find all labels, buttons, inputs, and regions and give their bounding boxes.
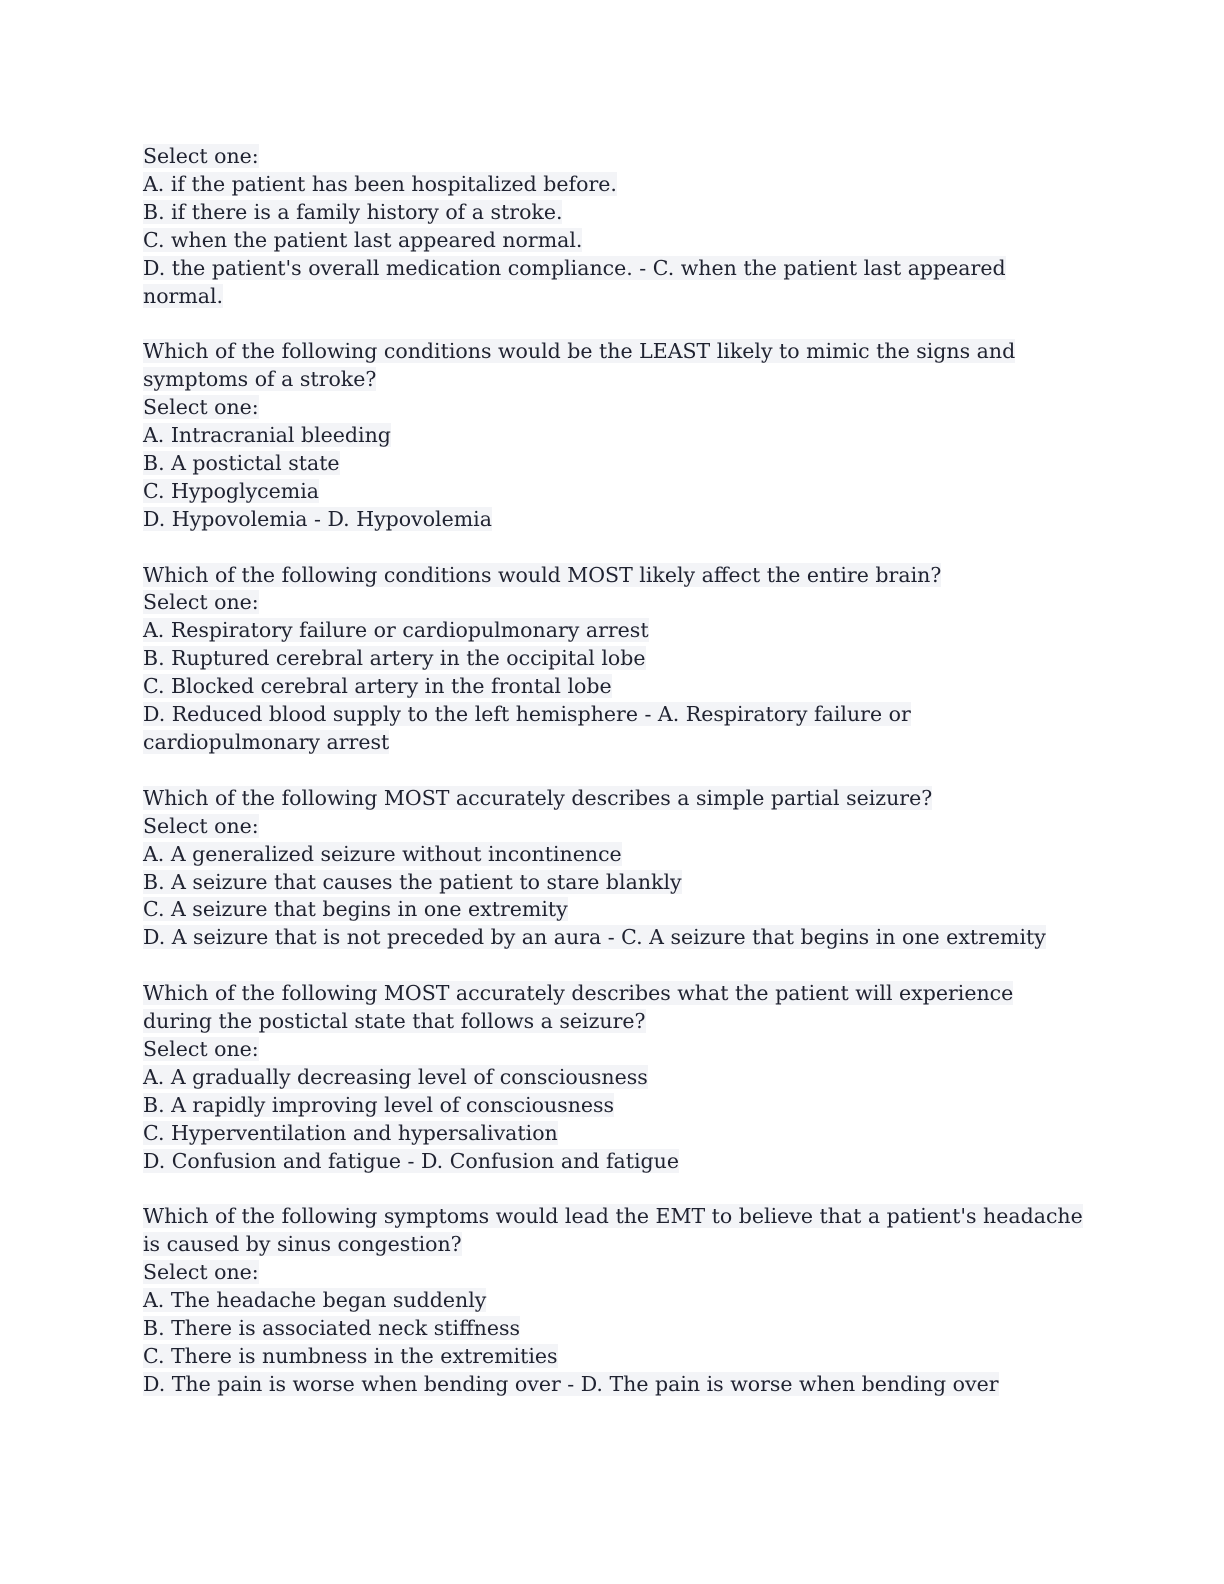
option-d-with-answer: D. the patient's overall medication compliance. - C. when the patient last appeared normal. — [143, 255, 1006, 308]
question-block — [143, 562, 1083, 757]
question-block — [143, 785, 1083, 952]
option-a: A. Respiratory failure or cardiopulmonary arrest — [143, 618, 649, 643]
option-b: B. Ruptured cerebral artery in the occipital lobe — [143, 646, 646, 671]
document-page — [143, 143, 1083, 1427]
question-block — [143, 980, 1083, 1175]
option-b: B. A rapidly improving level of consciousness — [143, 1092, 615, 1117]
option-b: B. A postictal state — [143, 450, 340, 475]
option-b: B. There is associated neck stiffness — [143, 1315, 521, 1340]
question-block — [143, 1203, 1083, 1398]
select-one-label: Select one: — [143, 395, 259, 420]
option-a: A. A gradually decreasing level of consciousness — [143, 1064, 648, 1089]
option-b: B. if there is a family history of a stroke. — [143, 199, 563, 224]
question-text: Which of the following MOST accurately describes a simple partial seizure? — [143, 785, 933, 810]
option-d-with-answer: D. Hypovolemia - D. Hypovolemia — [143, 506, 492, 531]
option-d-with-answer: D. Confusion and fatigue - D. Confusion and fatigue — [143, 1148, 680, 1173]
option-d-with-answer: D. The pain is worse when bending over - D. The pain is worse when bending over — [143, 1371, 999, 1396]
option-a: A. A generalized seizure without incontinence — [143, 841, 622, 866]
question-text: Which of the following conditions would MOST likely affect the entire brain? — [143, 562, 942, 587]
select-one-label: Select one: — [143, 1260, 259, 1285]
option-c: C. Hypoglycemia — [143, 478, 320, 503]
option-c: C. A seizure that begins in one extremity — [143, 897, 568, 922]
option-d-with-answer: D. A seizure that is not preceded by an aura - C. A seizure that begins in one extremity — [143, 925, 1046, 950]
option-c: C. Blocked cerebral artery in the frontal lobe — [143, 674, 612, 699]
option-c: C. when the patient last appeared normal. — [143, 227, 583, 252]
select-one-label: Select one: — [143, 144, 259, 168]
question-text: Which of the following conditions would be the LEAST likely to mimic the signs and symptoms of a stroke? — [143, 339, 1016, 392]
question-block — [143, 338, 1083, 533]
question-block — [143, 143, 1083, 310]
option-b: B. A seizure that causes the patient to stare blankly — [143, 869, 682, 894]
option-d-with-answer: D. Reduced blood supply to the left hemisphere - A. Respiratory failure or cardiopulmonary arrest — [143, 702, 911, 754]
option-a: A. The headache began suddenly — [143, 1288, 487, 1313]
question-text: Which of the following symptoms would lead the EMT to believe that a patient's headache is caused by sinus congestion? — [143, 1204, 1083, 1257]
option-a: A. if the patient has been hospitalized before. — [143, 171, 617, 196]
select-one-label: Select one: — [143, 590, 259, 615]
question-text: Which of the following MOST accurately describes what the patient will experience during the postictal state that follows a seizure? — [143, 981, 1014, 1034]
option-c: C. Hyperventilation and hypersalivation — [143, 1120, 558, 1145]
option-c: C. There is numbness in the extremities — [143, 1343, 558, 1368]
select-one-label: Select one: — [143, 813, 259, 838]
option-a: A. Intracranial bleeding — [143, 423, 391, 448]
select-one-label: Select one: — [143, 1036, 259, 1061]
